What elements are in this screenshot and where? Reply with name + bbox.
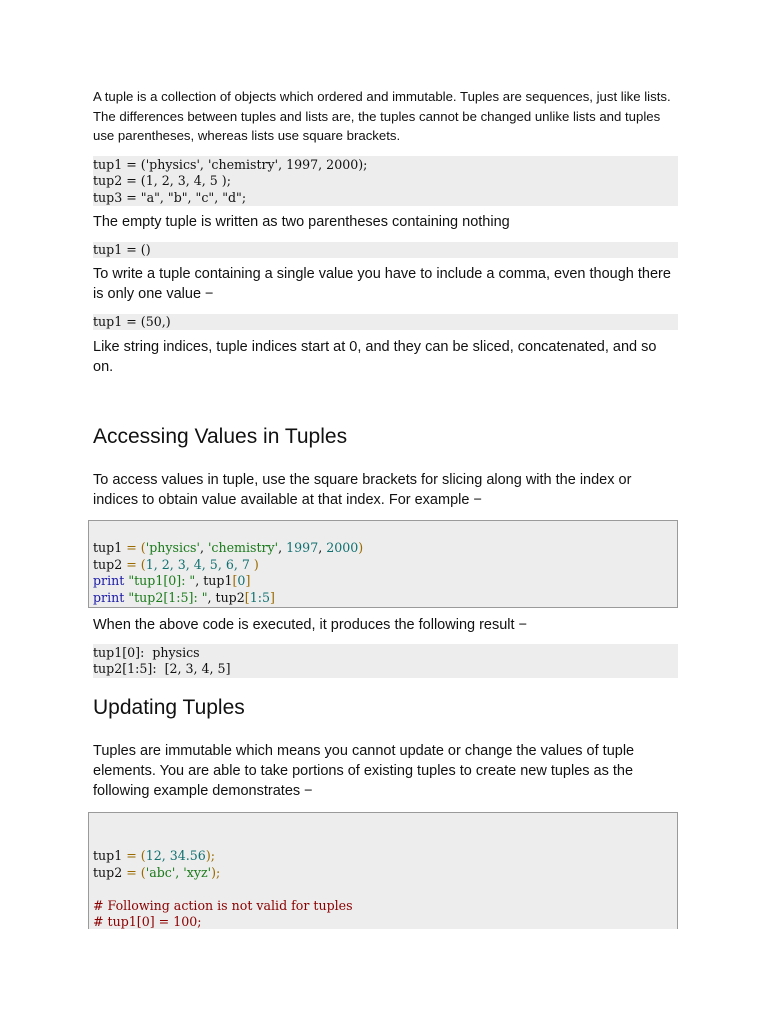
code-line: tup1[0]: physics — [93, 644, 200, 660]
empty-tuple-paragraph: The empty tuple is written as two parentheses containing nothing — [93, 214, 510, 230]
single-value-paragraph: To write a tuple containing a single value you have to include a comma, even though there is only one value − — [93, 266, 671, 302]
code-line: tup2[1:5]: [2, 3, 4, 5] — [93, 661, 231, 676]
code-line-blank — [89, 881, 677, 898]
code-comment: # Following action is not valid for tuples — [93, 897, 353, 913]
code-line: tup2 = ('abc', 'xyz'); — [93, 864, 221, 880]
indices-paragraph: Like string indices, tuple indices start at 0, and they can be sliced, concatenated, and so on. — [93, 339, 657, 375]
access-paragraph: To access values in tuple, use the square brackets for slicing along with the index or indices to obtain value available at that index. For example − — [93, 472, 632, 508]
code-line: tup1 = ('physics', 'chemistry', 1997, 2000); — [93, 156, 368, 172]
code-line: tup3 = "a", "b", "c", "d"; — [93, 189, 247, 205]
code-comment: # tup1[0] = 100; — [93, 914, 202, 929]
code-block-output — [93, 644, 678, 678]
code-block-single-tuple: tup1 = (50,) — [93, 314, 678, 330]
heading-accessing-values: Accessing Values in Tuples — [93, 425, 348, 448]
heading-updating-tuples: Updating Tuples — [93, 696, 245, 719]
executed-paragraph: When the above code is executed, it produces the following result − — [93, 617, 528, 633]
code-box-accessing — [88, 520, 678, 608]
code-line: print "tup2[1:5]: ", tup2[1:5] — [93, 589, 275, 605]
code-block-tuple-creation — [93, 156, 678, 206]
intro-paragraph: A tuple is a collection of objects which ordered and immutable. Tuples are sequences, just like lists. The differences between tuples and lists are, the tuples cannot be changed unlike lists and tuples use parentheses, whereas lists use square brackets. — [93, 89, 671, 143]
code-line: tup1 = (12, 34.56); — [93, 848, 215, 863]
code-block-empty-tuple: tup1 = () — [93, 242, 678, 258]
code-line: tup2 = (1, 2, 3, 4, 5, 6, 7 ) — [93, 556, 259, 572]
code-line: tup1 = ('physics', 'chemistry', 1997, 2000) — [93, 540, 364, 555]
code-box-updating — [88, 812, 678, 929]
code-line: tup2 = (1, 2, 3, 4, 5 ); — [93, 173, 231, 188]
update-paragraph: Tuples are immutable which means you cannot update or change the values of tuple elements. You are able to take portions of existing tuples to create new tuples as the following example demonstrates − — [93, 743, 635, 799]
code-line: print "tup1[0]: ", tup1[0] — [93, 573, 251, 588]
